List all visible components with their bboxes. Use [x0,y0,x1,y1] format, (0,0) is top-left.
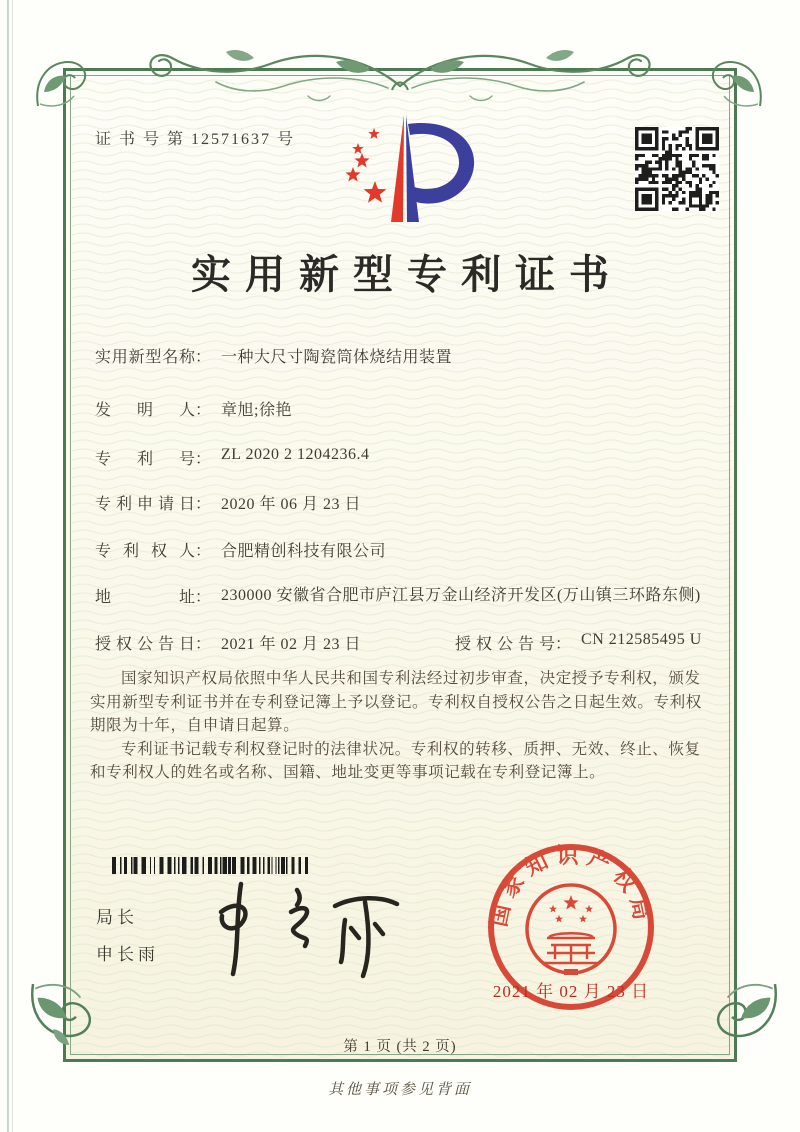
field-label: 专利号 [95,451,195,468]
field-label: 地址 [95,589,195,606]
field-colon: ： [195,496,212,513]
field-row-patentee [95,538,386,561]
back-note: 其他事项参见背面 [327,1082,472,1098]
field-label: 专利申请日 [95,496,195,513]
field-row-patent-number [95,446,369,469]
field-value: 合肥精创科技有限公司 [221,543,387,560]
certificate-title: 实用新型专利证书 [191,252,623,297]
field-row-filing-date [95,491,361,514]
director-name: 申长雨 [96,945,159,964]
field-value: 2020 年 06 月 23 日 [221,496,362,513]
field-row-grant-number [455,631,702,654]
qr-code [633,127,721,211]
body-paragraph: 专利证书记载专利权登记时的法律状况。专利权的转移、质押、无效、终止、恢复和专利权人的姓名或名称、国籍、地址变更等事项记载在专利登记簿上。 [90,740,701,781]
certificate-number: 证 书 号 第 12571637 号 [95,131,296,148]
field-value: CN 212585495 U [581,631,702,648]
body-paragraph: 国家知识产权局依照中华人民共和国专利法经过初步审查，决定授予专利权，颁发实用新型专利证书并在专利登记簿上予以登记。专利权自授权公告之日起生效。专利权期限为十年，自申请日起算。 [90,670,702,734]
field-label: 专利权人 [95,543,195,560]
field-colon: ： [195,451,212,468]
field-colon: ： [195,402,212,419]
field-row-grant-date [95,631,361,654]
field-label: 授权公告号 [455,636,555,653]
director-title: 局长 [96,908,138,927]
field-colon: ： [195,349,212,366]
seal-date: 2021 年 02 月 23 日 [492,982,650,1001]
field-row-patent-name [95,344,452,367]
field-colon: ： [555,636,572,653]
field-value: 一种大尺寸陶瓷筒体烧结用装置 [221,349,453,366]
field-label: 授权公告日 [95,636,195,653]
field-label: 发明人 [95,402,195,419]
field-row-inventor [95,397,292,420]
seal-text: 国家知识产权局 [485,842,657,929]
national-emblem-icon [527,885,615,975]
field-value: 230000 安徽省合肥市庐江县万金山经济开发区(万山镇三环路东侧) [221,587,701,604]
field-row-address [95,584,723,607]
field-value: ZL 2020 2 1204236.4 [221,446,370,463]
handwritten-signature-icon [205,872,415,980]
field-label: 实用新型名称 [95,349,195,366]
field-colon: ： [195,543,212,560]
field-colon: ： [195,636,212,653]
cnipa-patent-logo-icon [328,112,480,230]
page-indicator: 第 1 页 (共 2 页) [343,1039,457,1055]
field-colon: ： [195,589,212,606]
legal-text-block [90,667,712,785]
field-value: 2021 年 02 月 23 日 [221,636,362,653]
field-value: 章旭;徐艳 [221,402,292,419]
